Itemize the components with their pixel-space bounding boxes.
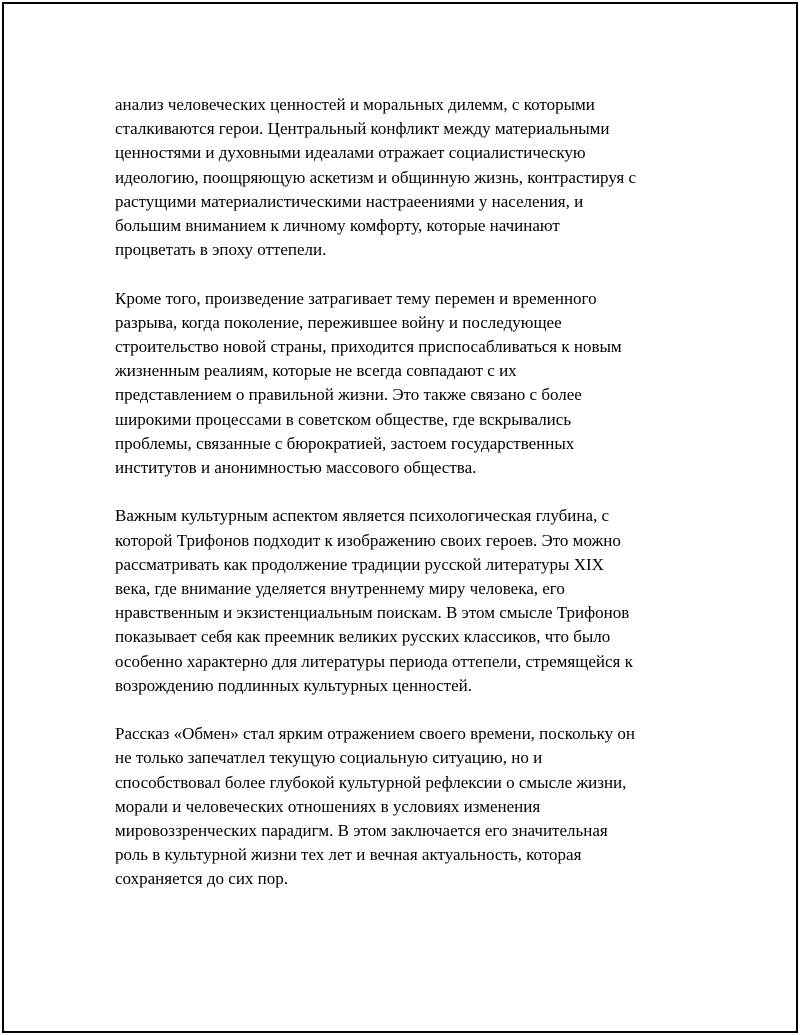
text-line: возрождению подлинных культурных ценностей. (115, 675, 472, 695)
text-line: анализ человеческих ценностей и моральных дилемм, с которыми (115, 95, 595, 114)
text-line: растущими материалистическими настраеениями у населения, и (115, 191, 584, 211)
text-line: не только запечатлел текущую социальную ситуацию, но и (115, 748, 543, 768)
text-line: процветать в эпоху оттепели. (115, 240, 327, 260)
text-line: сохраняется до сих пор. (115, 869, 289, 889)
text-line: представлением о правильной жизни. Это также связано с более (115, 385, 582, 405)
text-line: строительство новой страны, приходится приспосабливаться к новым (115, 337, 622, 357)
text-line: рассматривать как продолжение традиции русской литературы XIX (115, 554, 604, 574)
paragraph-2 (115, 287, 695, 481)
text-line: Рассказ «Обмен» стал ярким отражением своего времени, поскольку он (115, 724, 636, 744)
text-line: проблемы, связанные с бюрократией, застоем государственных (115, 433, 575, 453)
text-line: Важным культурным аспектом является психологическая глубина, с (115, 506, 610, 526)
text-line: широкими процессами в советском обществе, где вскрывались (115, 409, 572, 429)
document-body (115, 93, 695, 916)
text-line: разрыва, когда поколение, пережившее войну и последующее (115, 312, 562, 332)
text-line: большим вниманием к личному комфорту, которые начинают (115, 216, 560, 236)
text-line: сталкиваются герои. Центральный конфликт между материальными (115, 119, 610, 139)
text-line: способствовал более глубокой культурной рефлексии о смысле жизни, (115, 772, 627, 792)
text-line: Кроме того, произведение затрагивает тему перемен и временного (115, 288, 597, 308)
text-line: которой Трифонов подходит к изображению своих героев. Это можно (115, 530, 621, 550)
paragraph-3 (115, 504, 695, 698)
paragraph-1 (115, 93, 695, 262)
text-line: века, где внимание уделяется внутреннему миру человека, его (115, 579, 565, 599)
text-line: институтов и анонимностью массового общества. (115, 458, 477, 478)
paragraph-4 (115, 722, 695, 891)
text-line: ценностями и духовными идеалами отражает социалистическую (115, 143, 586, 163)
text-line: показывает себя как преемник великих русских классиков, что было (115, 627, 611, 647)
text-line: идеологию, поощряющую аскетизм и общинную жизнь, контрастируя с (115, 167, 637, 187)
text-line: нравственным и экзистенциальным поискам. В этом смысле Трифонов (115, 603, 630, 623)
text-line: мировоззренческих парадигм. В этом заключается его значительная (115, 821, 608, 841)
text-line: жизненным реалиям, которые не всегда совпадают с их (115, 361, 517, 381)
text-line: особенно характерно для литературы периода оттепели, стремящейся к (115, 651, 633, 671)
text-line: морали и человеческих отношениях в условиях изменения (115, 796, 541, 816)
text-line: роль в культурной жизни тех лет и вечная актуальность, которая (115, 845, 582, 865)
